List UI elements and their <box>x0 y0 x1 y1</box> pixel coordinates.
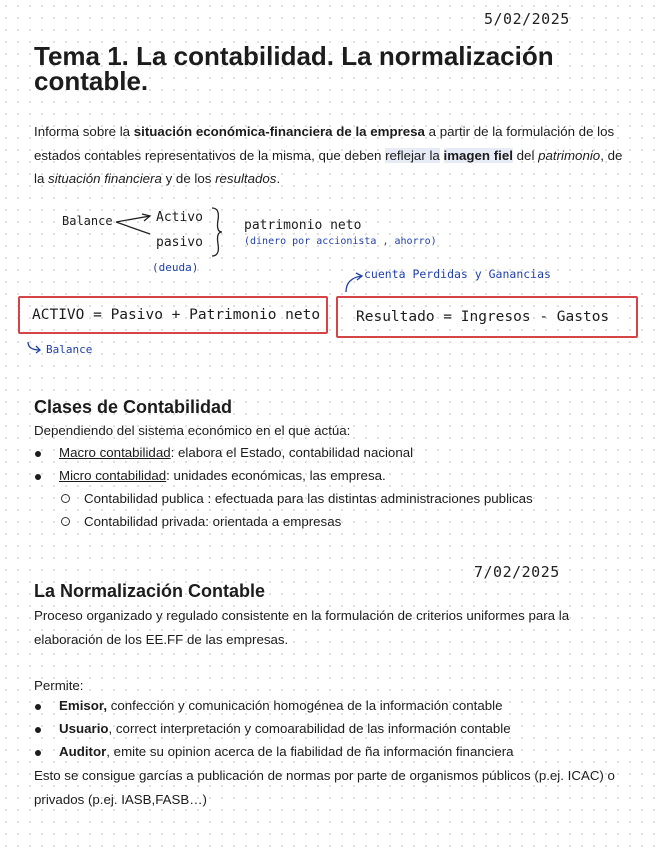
equation-resultado: Resultado = Ingresos - Gastos <box>356 309 610 325</box>
normalizacion-intro: Proceso organizado y regulado consistente en la formulación de criterios uniformes para la elaboración de los EE.FF de las empresas. <box>34 608 570 647</box>
permite-label: Permite: <box>34 678 84 693</box>
bullet-icon <box>35 727 41 733</box>
note-arrow-icon <box>24 340 46 356</box>
brace-icon <box>208 206 224 258</box>
equation-balance: ACTIVO = Pasivo + Patrimonio neto <box>32 307 321 323</box>
diagram-pasivo: pasivo <box>156 235 203 250</box>
list-item-emisor: Emisor, confección y comunicación homogénea de la información contable <box>59 698 503 713</box>
highlight: reflejar la <box>385 147 440 163</box>
equation-1-note: Balance <box>46 343 93 356</box>
diagram-balance: Balance <box>62 214 113 228</box>
list-item-privada: Contabilidad privada: orientada a empresas <box>84 514 342 529</box>
bullet-icon <box>35 474 41 480</box>
equation-box-resultado <box>336 296 638 338</box>
sub-bullet-icon <box>61 494 70 503</box>
equation-2-note: cuenta Perdidas y Ganancias <box>364 267 551 281</box>
balance-arrows <box>112 212 156 242</box>
list-item-publica: Contabilidad publica : efectuada para las distintas administraciones publicas <box>84 491 533 506</box>
normalizacion-closing: Esto se consigue garcías a publicación de normas por parte de organismos públicos (p.ej. ICAC) o privados (p.ej. IASB,FASB…) <box>34 768 615 807</box>
bullet-icon <box>35 704 41 710</box>
section-heading-clases: Clases de Contabilidad <box>34 397 233 417</box>
sub-bullet-icon <box>61 517 70 526</box>
diagram-activo: Activo <box>156 210 203 225</box>
date-first: 5/02/2025 <box>484 10 570 28</box>
bullet-icon <box>35 451 41 457</box>
diagram-patrimonio-note: (dinero por accionista , ahorro) <box>244 236 437 247</box>
bullet-icon <box>35 750 41 756</box>
page-title: Tema 1. La contabilidad. La normalización contable. <box>34 41 554 96</box>
intro-paragraph: Informa sobre la situación económica-financiera de la empresa a partir de la formulación de los estados contables representativos de la misma, que deben reflejar la imagen fiel del patrimonio, de la situación financiera y de los resultados. <box>34 124 623 186</box>
section-heading-normalizacion: La Normalización Contable <box>34 581 266 601</box>
diagram-deuda: (deuda) <box>152 261 199 274</box>
clases-intro: Dependiendo del sistema económico en el que actúa: <box>34 423 351 438</box>
diagram-patrimonio: patrimonio neto <box>244 218 362 233</box>
date-second: 7/02/2025 <box>474 563 560 581</box>
equation-box-balance <box>18 296 328 334</box>
list-item-micro: Micro contabilidad: unidades económicas, las empresa. <box>59 468 386 483</box>
list-item-auditor: Auditor, emite su opinion acerca de la fiabilidad de ña información financiera <box>59 744 514 759</box>
list-item-usuario: Usuario, correct interpretación y comoarabilidad de las información contable <box>59 721 511 736</box>
list-item-macro: Macro contabilidad: elabora el Estado, contabilidad nacional <box>59 445 414 460</box>
